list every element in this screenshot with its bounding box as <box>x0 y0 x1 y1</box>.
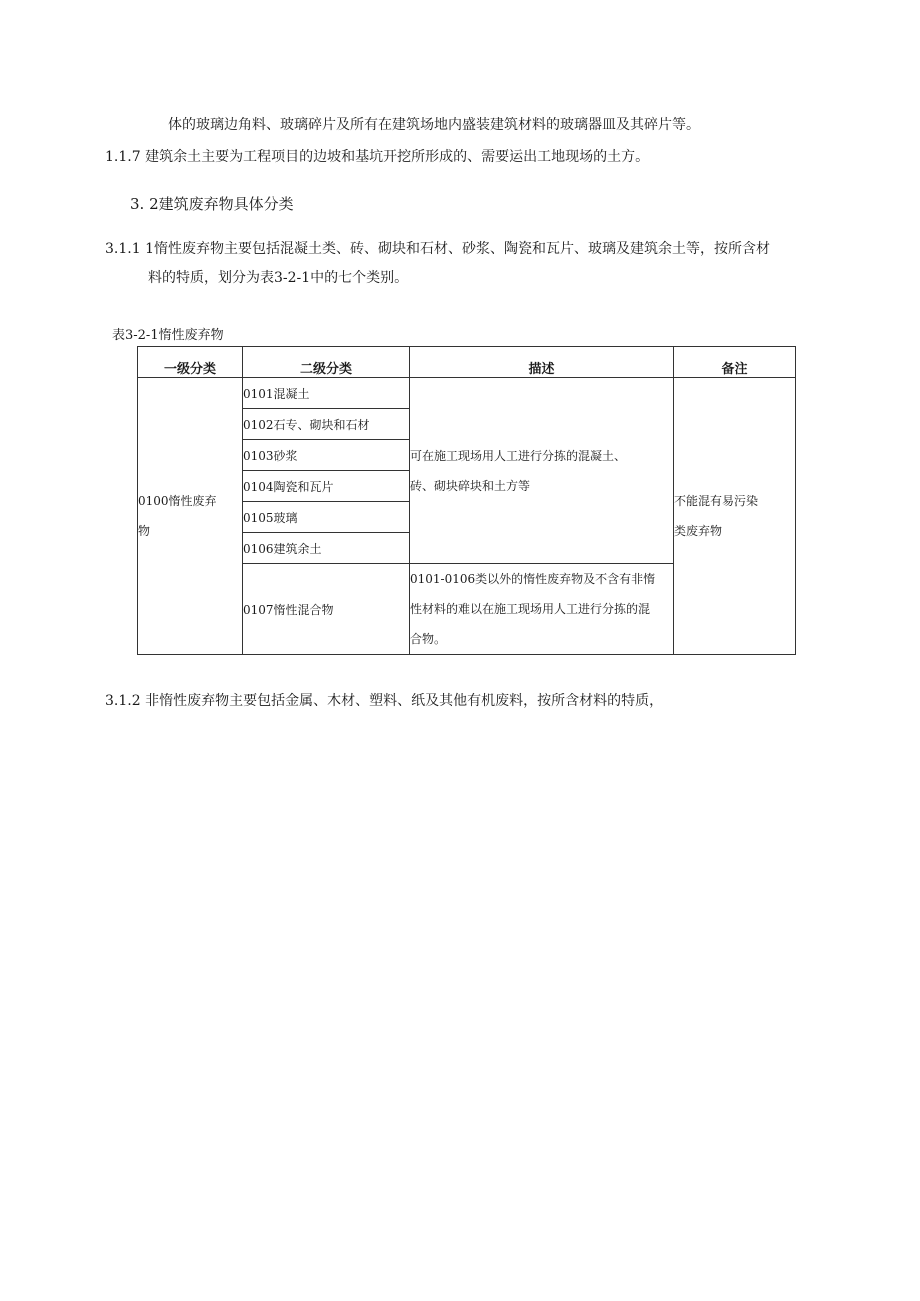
header-level1: 一级分类 <box>138 347 243 378</box>
section-heading-3-2: 3. 2建筑废弃物具体分类 <box>130 195 294 213</box>
level2-cell: 0105玻璃 <box>243 502 410 533</box>
level1-text-line1: 0100惰性废弃 <box>138 494 217 508</box>
header-level2: 二级分类 <box>243 347 410 378</box>
level2-cell: 0102石专、砌块和石材 <box>243 409 410 440</box>
table-caption: 表3-2-1惰性废弃物 <box>112 328 224 343</box>
remark-line1: 不能混有易污染 <box>674 494 759 508</box>
header-description: 描述 <box>410 347 674 378</box>
level1-cell <box>138 378 243 655</box>
paragraph-1-1-7: 1.1.7 建筑余土主要为工程项目的边坡和基坑开挖所形成的、需要运出工地现场的土方。 <box>105 149 650 165</box>
level2-cell: 0103砂浆 <box>243 440 410 471</box>
inert-waste-table <box>137 346 796 655</box>
paragraph-3-1-1-line1: 3.1.1 1惰性废弃物主要包括混凝土类、砖、砌块和石材、砂浆、陶瓷和瓦片、玻璃及建筑余土等，按所含材 <box>105 241 770 257</box>
description-2-line3: 合物。 <box>410 632 447 646</box>
level2-cell: 0106建筑余土 <box>243 533 410 564</box>
level2-cell: 0104陶瓷和瓦片 <box>243 471 410 502</box>
description-2-line2: 性材料的难以在施工现场用人工进行分拣的混 <box>410 602 651 616</box>
description-cell-2 <box>410 564 674 655</box>
header-remark: 备注 <box>674 347 796 378</box>
remark-line2: 类废弃物 <box>674 524 723 538</box>
paragraph-3-1-2: 3.1.2 非惰性废弃物主要包括金属、木材、塑料、纸及其他有机废料，按所含材料的特质， <box>105 693 664 709</box>
level1-text-line2: 物 <box>138 524 151 538</box>
description-2-line1: 0101-0106类以外的惰性废弃物及不含有非惰 <box>410 572 656 586</box>
description-1-line2: 砖、砌块碎块和土方等 <box>410 478 531 493</box>
level2-cell: 0101混凝土 <box>243 378 410 409</box>
level2-cell: 0107惰性混合物 <box>243 564 410 655</box>
description-cell-1 <box>410 378 674 564</box>
remark-cell <box>674 378 796 655</box>
paragraph-glass-continuation: 体的玻璃边角料、玻璃碎片及所有在建筑场地内盛装建筑材料的玻璃器皿及其碎片等。 <box>168 117 700 133</box>
table-row <box>138 378 796 409</box>
description-1-line1: 可在施工现场用人工进行分拣的混凝土、 <box>410 448 627 463</box>
paragraph-3-1-1-line2: 料的特质，划分为表3-2-1中的七个类别。 <box>148 270 409 286</box>
table-header-row <box>138 347 796 378</box>
